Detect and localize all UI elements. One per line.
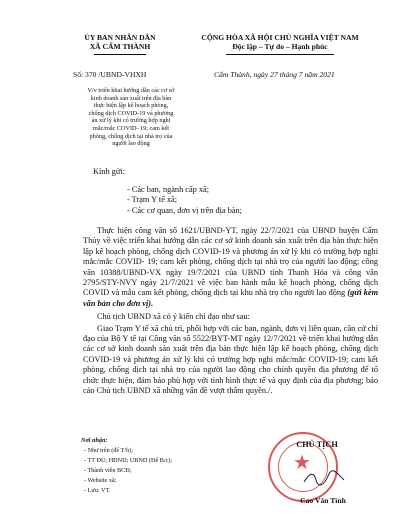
subject-line: V/v triển khai hướng dẫn các cơ sở <box>87 87 175 94</box>
signer-title: CHỦ TỊCH <box>296 440 338 449</box>
subject-line: án xử lý khi có trường hợp nghi <box>91 117 171 125</box>
subject-line: phòng, chống dịch tại nhà trọ của <box>89 132 173 140</box>
document-number: Số: 370 /UBND-VHXH <box>73 70 147 79</box>
footer-recipients-list <box>84 446 214 496</box>
footer-recipient-item: - TT ĐU; HĐND; UBND (Để B/c); <box>84 457 173 464</box>
motto-underline <box>226 54 334 55</box>
recipients-list <box>127 185 347 216</box>
body-paragraph-3: Giao Trạm Y tế xã chủ trì, phối hợp với các ban, ngành, đơn vị liên quan, căn cứ chỉ đạo của Bộ Y tế tại Công văn số 5522/BYT-MT ngày 12/7/2021 về triển khai hướng dẫn các cơ sở kinh doanh sản xuất trên địa bàn thực hiện lập kế hoạch phòng, chống dịch COVID-19 và phương án xử lý khi có trường hợp nghi mắc/mắc COVID-19; cam kết phòng, chống dịch tại nhà trọ của người lao động cho chính quyền địa phương để tổ chức thực hiện, đảm bảo phù hợp với tình hình thực tế và quy định của địa phương; báo cáo Chủ tịch UBND xã những vấn đề vượt thẩm quyền./. <box>83 323 378 396</box>
agency-name-line1: ỦY BAN NHÂN DÂN <box>84 33 156 42</box>
subject-line: thực hiện lập kế hoạch phòng, <box>93 102 169 110</box>
footer-recipient-item: - Thành viên BCĐ; <box>84 467 132 474</box>
recipients-label: Kính gửi: <box>93 167 125 176</box>
subject-block <box>70 87 192 148</box>
agency-underline <box>94 54 146 55</box>
agency-name-line2: XÃ CẨM THÀNH <box>89 42 151 51</box>
recipient-item: - Trạm Y tế xã; <box>127 195 178 205</box>
footer-recipients-label: Nơi nhận: <box>81 437 108 444</box>
subject-line: chống dịch COVID-19 và phương <box>88 109 174 117</box>
signer-name: Cao Văn Tình <box>300 496 346 505</box>
subject-line: mắc/mắc COVID- 19; cam kết <box>93 124 169 132</box>
body-paragraph-1 <box>83 226 378 309</box>
document-body <box>83 226 378 397</box>
national-motto: Độc lập – Tự do – Hạnh phúc <box>232 42 328 51</box>
recipient-item: - Các ban, ngành cấp xã; <box>127 185 210 194</box>
footer-recipient-item: - Như trên (để T/h); <box>84 447 133 454</box>
body-paragraph-2: Chủ tịch UBND xã có ý kiến chỉ đạo như sau: <box>97 312 250 322</box>
seal-star-icon: ★ <box>293 452 311 474</box>
recipient-item: - Các cơ quan, đơn vị trên địa bàn; <box>127 205 242 215</box>
attachment-note: (gửi kèm văn bản cho đơn vị). <box>83 288 379 308</box>
handwritten-signature <box>302 468 346 488</box>
body-paragraph-1-text: Thực hiện công văn số 1621/UBND-YT, ngày 22/7/2021 của UBND huyện Cẩm Thủy về việc triển khai hướng dẫn các cơ sở kinh doanh sản xuất trên địa bàn thực hiện lập kế hoạch phòng, chống dịch COVID-19 và phương án xử lý khi có trường hợp nghi mắc/mắc COVID- 19; cam kết phòng, chống dịch tại nhà trọ của người lao động; công văn 10388/UBND-VX ngày 19/7/2021 của UBND tỉnh Thanh Hóa và công văn 2795/STY-NVY ngày 21/7/2021 về việc ban hành mẫu kế hoạch phòng, chống dịch COVID và mẫu cam kết phòng, chống dịch tại khu nhà trọ cho người lao động <box>83 226 378 298</box>
subject-line: kinh doanh sản xuất trên địa bàn <box>90 94 172 102</box>
place-date: Cẩm Thành, ngày 27 tháng 7 năm 2021 <box>214 70 335 79</box>
subject-line: người lao động <box>112 140 150 148</box>
footer-recipient-item: - Website xã; <box>84 477 117 484</box>
footer-recipient-item: - Lưu: VT. <box>84 487 111 494</box>
national-title: CỘNG HÒA XÃ HỘI CHỦ NGHĨA VIỆT NAM <box>201 33 359 42</box>
